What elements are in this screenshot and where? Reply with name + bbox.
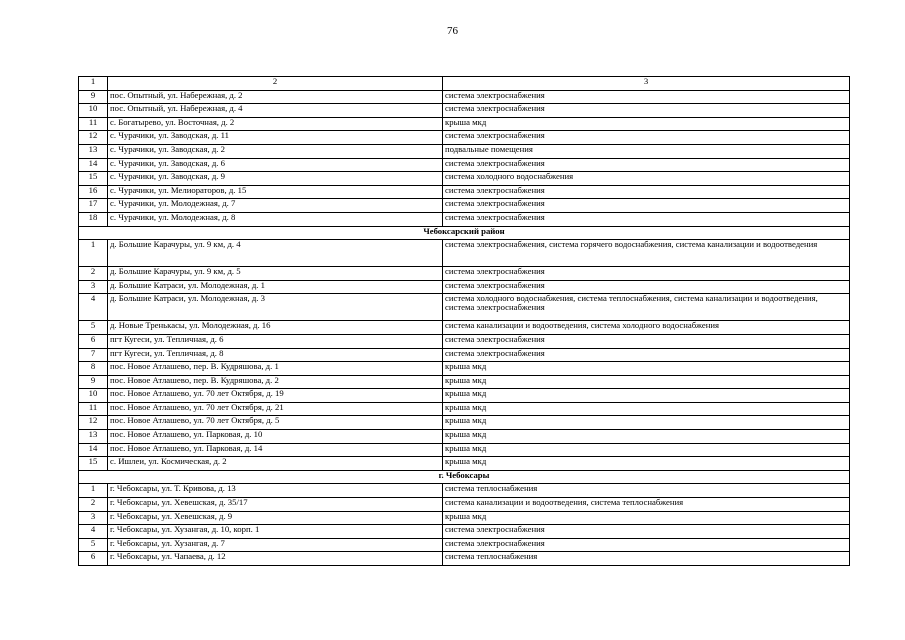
address-cell: г. Чебоксары, ул. Т. Кривова, д. 13: [108, 484, 443, 498]
row-number-cell: 1: [79, 240, 108, 267]
row-number-cell: 5: [79, 538, 108, 552]
table-row: [79, 117, 850, 131]
table-row: [79, 525, 850, 539]
systems-cell: крыша мкд: [443, 430, 850, 444]
systems-cell: крыша мкд: [443, 416, 850, 430]
row-number-cell: 4: [79, 294, 108, 321]
systems-cell: система канализации и водоотведения, система теплоснабжения: [443, 498, 850, 512]
row-number-cell: 9: [79, 90, 108, 104]
address-cell: с. Чурачики, ул. Заводская, д. 9: [108, 172, 443, 186]
systems-cell: система электроснабжения: [443, 280, 850, 294]
systems-cell: система холодного водоснабжения: [443, 172, 850, 186]
section-title: г. Чебоксары: [79, 470, 850, 484]
column-header-row: [79, 77, 850, 91]
systems-cell: система электроснабжения: [443, 267, 850, 281]
address-cell: с. Ишлеи, ул. Космическая, д. 2: [108, 457, 443, 471]
address-cell: с. Чурачики, ул. Молодежная, д. 7: [108, 199, 443, 213]
row-number-cell: 17: [79, 199, 108, 213]
table-row: [79, 280, 850, 294]
address-cell: д. Большие Катраси, ул. Молодежная, д. 1: [108, 280, 443, 294]
table-row: [79, 321, 850, 335]
row-number-cell: 10: [79, 104, 108, 118]
systems-cell: система электроснабжения: [443, 348, 850, 362]
row-number-cell: 16: [79, 185, 108, 199]
row-number-cell: 18: [79, 212, 108, 226]
table-row: [79, 90, 850, 104]
row-number-cell: 13: [79, 430, 108, 444]
row-number-cell: 15: [79, 172, 108, 186]
systems-cell: крыша мкд: [443, 443, 850, 457]
table-row: [79, 498, 850, 512]
address-cell: г. Чебоксары, ул. Чапаева, д. 12: [108, 552, 443, 566]
address-cell: с. Чурачики, ул. Заводская, д. 6: [108, 158, 443, 172]
row-number-cell: 13: [79, 144, 108, 158]
systems-cell: система канализации и водоотведения, система холодного водоснабжения: [443, 321, 850, 335]
systems-cell: система электроснабжения: [443, 525, 850, 539]
table-row: [79, 375, 850, 389]
row-number-cell: 14: [79, 443, 108, 457]
table-row: [79, 416, 850, 430]
systems-cell: крыша мкд: [443, 389, 850, 403]
row-number-cell: 7: [79, 348, 108, 362]
table-row: [79, 484, 850, 498]
table-row: [79, 348, 850, 362]
row-number-cell: 3: [79, 280, 108, 294]
address-cell: пос. Новое Атлашево, ул. Парковая, д. 10: [108, 430, 443, 444]
table-row: [79, 402, 850, 416]
table-row: [79, 212, 850, 226]
table-row: [79, 334, 850, 348]
systems-cell: крыша мкд: [443, 402, 850, 416]
column-header-address: 2: [108, 77, 443, 91]
address-cell: с. Чурачики, ул. Заводская, д. 11: [108, 131, 443, 145]
address-cell: пос. Опытный, ул. Набережная, д. 2: [108, 90, 443, 104]
register-table: [78, 76, 850, 566]
row-number-cell: 2: [79, 498, 108, 512]
address-cell: пос. Новое Атлашево, пер. В. Кудряшова, д. 1: [108, 362, 443, 376]
address-cell: с. Чурачики, ул. Заводская, д. 2: [108, 144, 443, 158]
systems-cell: система электроснабжения: [443, 131, 850, 145]
address-cell: д. Большие Катраси, ул. Молодежная, д. 3: [108, 294, 443, 321]
table-row: [79, 552, 850, 566]
systems-cell: система электроснабжения, система горячего водоснабжения, система канализации и водоотведения: [443, 240, 850, 267]
table-row: [79, 430, 850, 444]
table-row: [79, 199, 850, 213]
systems-cell: подвальные помещения: [443, 144, 850, 158]
row-number-cell: 4: [79, 525, 108, 539]
systems-cell: крыша мкд: [443, 117, 850, 131]
table-row: [79, 131, 850, 145]
table-row: [79, 389, 850, 403]
table-row: [79, 104, 850, 118]
systems-cell: крыша мкд: [443, 375, 850, 389]
column-header-systems: 3: [443, 77, 850, 91]
address-cell: д. Большие Карачуры, ул. 9 км, д. 4: [108, 240, 443, 267]
address-cell: пгт Кугеси, ул. Тепличная, д. 8: [108, 348, 443, 362]
systems-cell: система электроснабжения: [443, 199, 850, 213]
section-header-row: [79, 226, 850, 240]
address-cell: с. Богатырево, ул. Восточная, д. 2: [108, 117, 443, 131]
address-cell: д. Большие Карачуры, ул. 9 км, д. 5: [108, 267, 443, 281]
row-number-cell: 11: [79, 402, 108, 416]
table-row: [79, 158, 850, 172]
address-cell: пос. Новое Атлашево, ул. 70 лет Октября, д. 19: [108, 389, 443, 403]
address-cell: с. Чурачики, ул. Мелиораторов, д. 15: [108, 185, 443, 199]
row-number-cell: 12: [79, 416, 108, 430]
address-cell: д. Новые Тренькасы, ул. Молодежная, д. 16: [108, 321, 443, 335]
row-number-cell: 11: [79, 117, 108, 131]
row-number-cell: 6: [79, 334, 108, 348]
row-number-cell: 2: [79, 267, 108, 281]
systems-cell: крыша мкд: [443, 457, 850, 471]
table-row: [79, 362, 850, 376]
row-number-cell: 14: [79, 158, 108, 172]
table-row: [79, 294, 850, 321]
table-row: [79, 267, 850, 281]
address-cell: пгт Кугеси, ул. Тепличная, д. 6: [108, 334, 443, 348]
systems-cell: система электроснабжения: [443, 104, 850, 118]
row-number-cell: 8: [79, 362, 108, 376]
table-row: [79, 511, 850, 525]
table-row: [79, 172, 850, 186]
address-cell: пос. Опытный, ул. Набережная, д. 4: [108, 104, 443, 118]
row-number-cell: 12: [79, 131, 108, 145]
address-cell: пос. Новое Атлашево, ул. 70 лет Октября, д. 5: [108, 416, 443, 430]
row-number-cell: 3: [79, 511, 108, 525]
address-cell: г. Чебоксары, ул. Хузангая, д. 7: [108, 538, 443, 552]
systems-cell: система электроснабжения: [443, 185, 850, 199]
table-row: [79, 144, 850, 158]
table-row: [79, 185, 850, 199]
row-number-cell: 15: [79, 457, 108, 471]
address-cell: пос. Новое Атлашево, ул. 70 лет Октября, д. 21: [108, 402, 443, 416]
address-cell: г. Чебоксары, ул. Хевешская, д. 9: [108, 511, 443, 525]
systems-cell: система электроснабжения: [443, 90, 850, 104]
address-cell: пос. Новое Атлашево, пер. В. Кудряшова, д. 2: [108, 375, 443, 389]
row-number-cell: 10: [79, 389, 108, 403]
systems-cell: система теплоснабжения: [443, 552, 850, 566]
address-cell: с. Чурачики, ул. Молодежная, д. 8: [108, 212, 443, 226]
register-body: [79, 77, 850, 566]
table-row: [79, 240, 850, 267]
section-title: Чебоксарский район: [79, 226, 850, 240]
systems-cell: крыша мкд: [443, 511, 850, 525]
address-cell: г. Чебоксары, ул. Хевешская, д. 35/17: [108, 498, 443, 512]
table-row: [79, 538, 850, 552]
table-row: [79, 443, 850, 457]
table-row: [79, 457, 850, 471]
address-cell: г. Чебоксары, ул. Хузангая, д. 10, корп. 1: [108, 525, 443, 539]
systems-cell: система электроснабжения: [443, 158, 850, 172]
systems-cell: система электроснабжения: [443, 538, 850, 552]
address-cell: пос. Новое Атлашево, ул. Парковая, д. 14: [108, 443, 443, 457]
systems-cell: система холодного водоснабжения, система теплоснабжения, система канализации и водоотведения, система электроснабжения: [443, 294, 850, 321]
section-header-row: [79, 470, 850, 484]
page-number: 76: [447, 25, 458, 37]
column-header-number: 1: [79, 77, 108, 91]
row-number-cell: 5: [79, 321, 108, 335]
systems-cell: система электроснабжения: [443, 212, 850, 226]
row-number-cell: 9: [79, 375, 108, 389]
systems-cell: система теплоснабжения: [443, 484, 850, 498]
row-number-cell: 6: [79, 552, 108, 566]
row-number-cell: 1: [79, 484, 108, 498]
systems-cell: система электроснабжения: [443, 334, 850, 348]
systems-cell: крыша мкд: [443, 362, 850, 376]
